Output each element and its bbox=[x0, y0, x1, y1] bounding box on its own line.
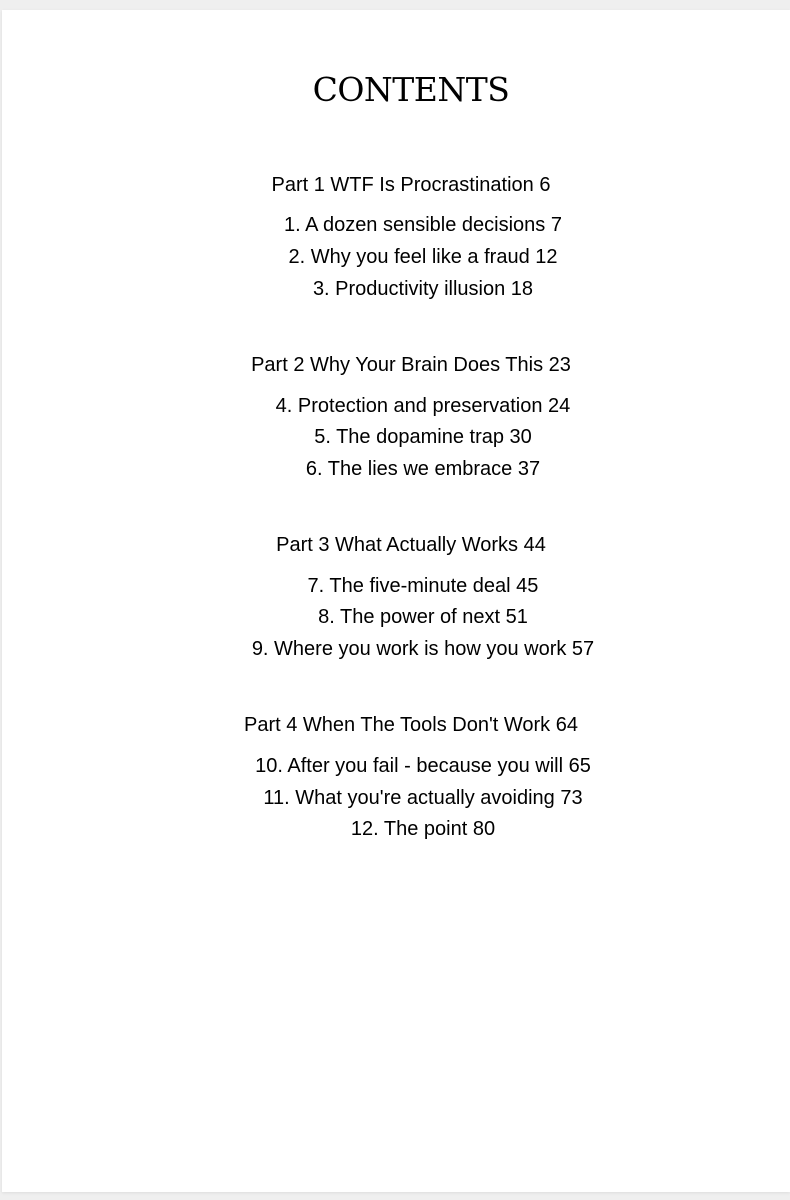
toc-chapter-8[interactable]: 8. The power of next 51 bbox=[318, 606, 528, 628]
toc-chapter-6[interactable]: 6. The lies we embrace 37 bbox=[305, 458, 541, 480]
toc-chapter-3[interactable]: 3. Productivity illusion 18 bbox=[312, 278, 534, 300]
toc-part-3[interactable]: Part 3 What Actually Works 44 bbox=[276, 534, 546, 556]
toc-chapter-9[interactable]: 9. Where you work is how you work 57 bbox=[251, 638, 595, 660]
toc-part-1[interactable]: Part 1 WTF Is Procrastination 6 bbox=[271, 174, 551, 196]
toc-chapter-5[interactable]: 5. The dopamine trap 30 bbox=[314, 426, 532, 448]
toc-chapter-11[interactable]: 11. What you're actually avoiding 73 bbox=[263, 787, 583, 809]
toc-part-4[interactable]: Part 4 When The Tools Don't Work 64 bbox=[244, 714, 578, 736]
toc-chapter-7[interactable]: 7. The five-minute deal 45 bbox=[307, 575, 539, 597]
toc-part-2[interactable]: Part 2 Why Your Brain Does This 23 bbox=[251, 354, 571, 376]
contents-title: CONTENTS bbox=[312, 70, 510, 109]
toc-chapter-10[interactable]: 10. After you fail - because you will 65 bbox=[255, 755, 591, 777]
toc-chapter-1[interactable]: 1. A dozen sensible decisions 7 bbox=[284, 214, 562, 236]
toc-chapter-12[interactable]: 12. The point 80 bbox=[350, 818, 496, 840]
toc-chapter-2[interactable]: 2. Why you feel like a fraud 12 bbox=[288, 246, 558, 268]
toc-chapter-4[interactable]: 4. Protection and preservation 24 bbox=[275, 395, 571, 417]
